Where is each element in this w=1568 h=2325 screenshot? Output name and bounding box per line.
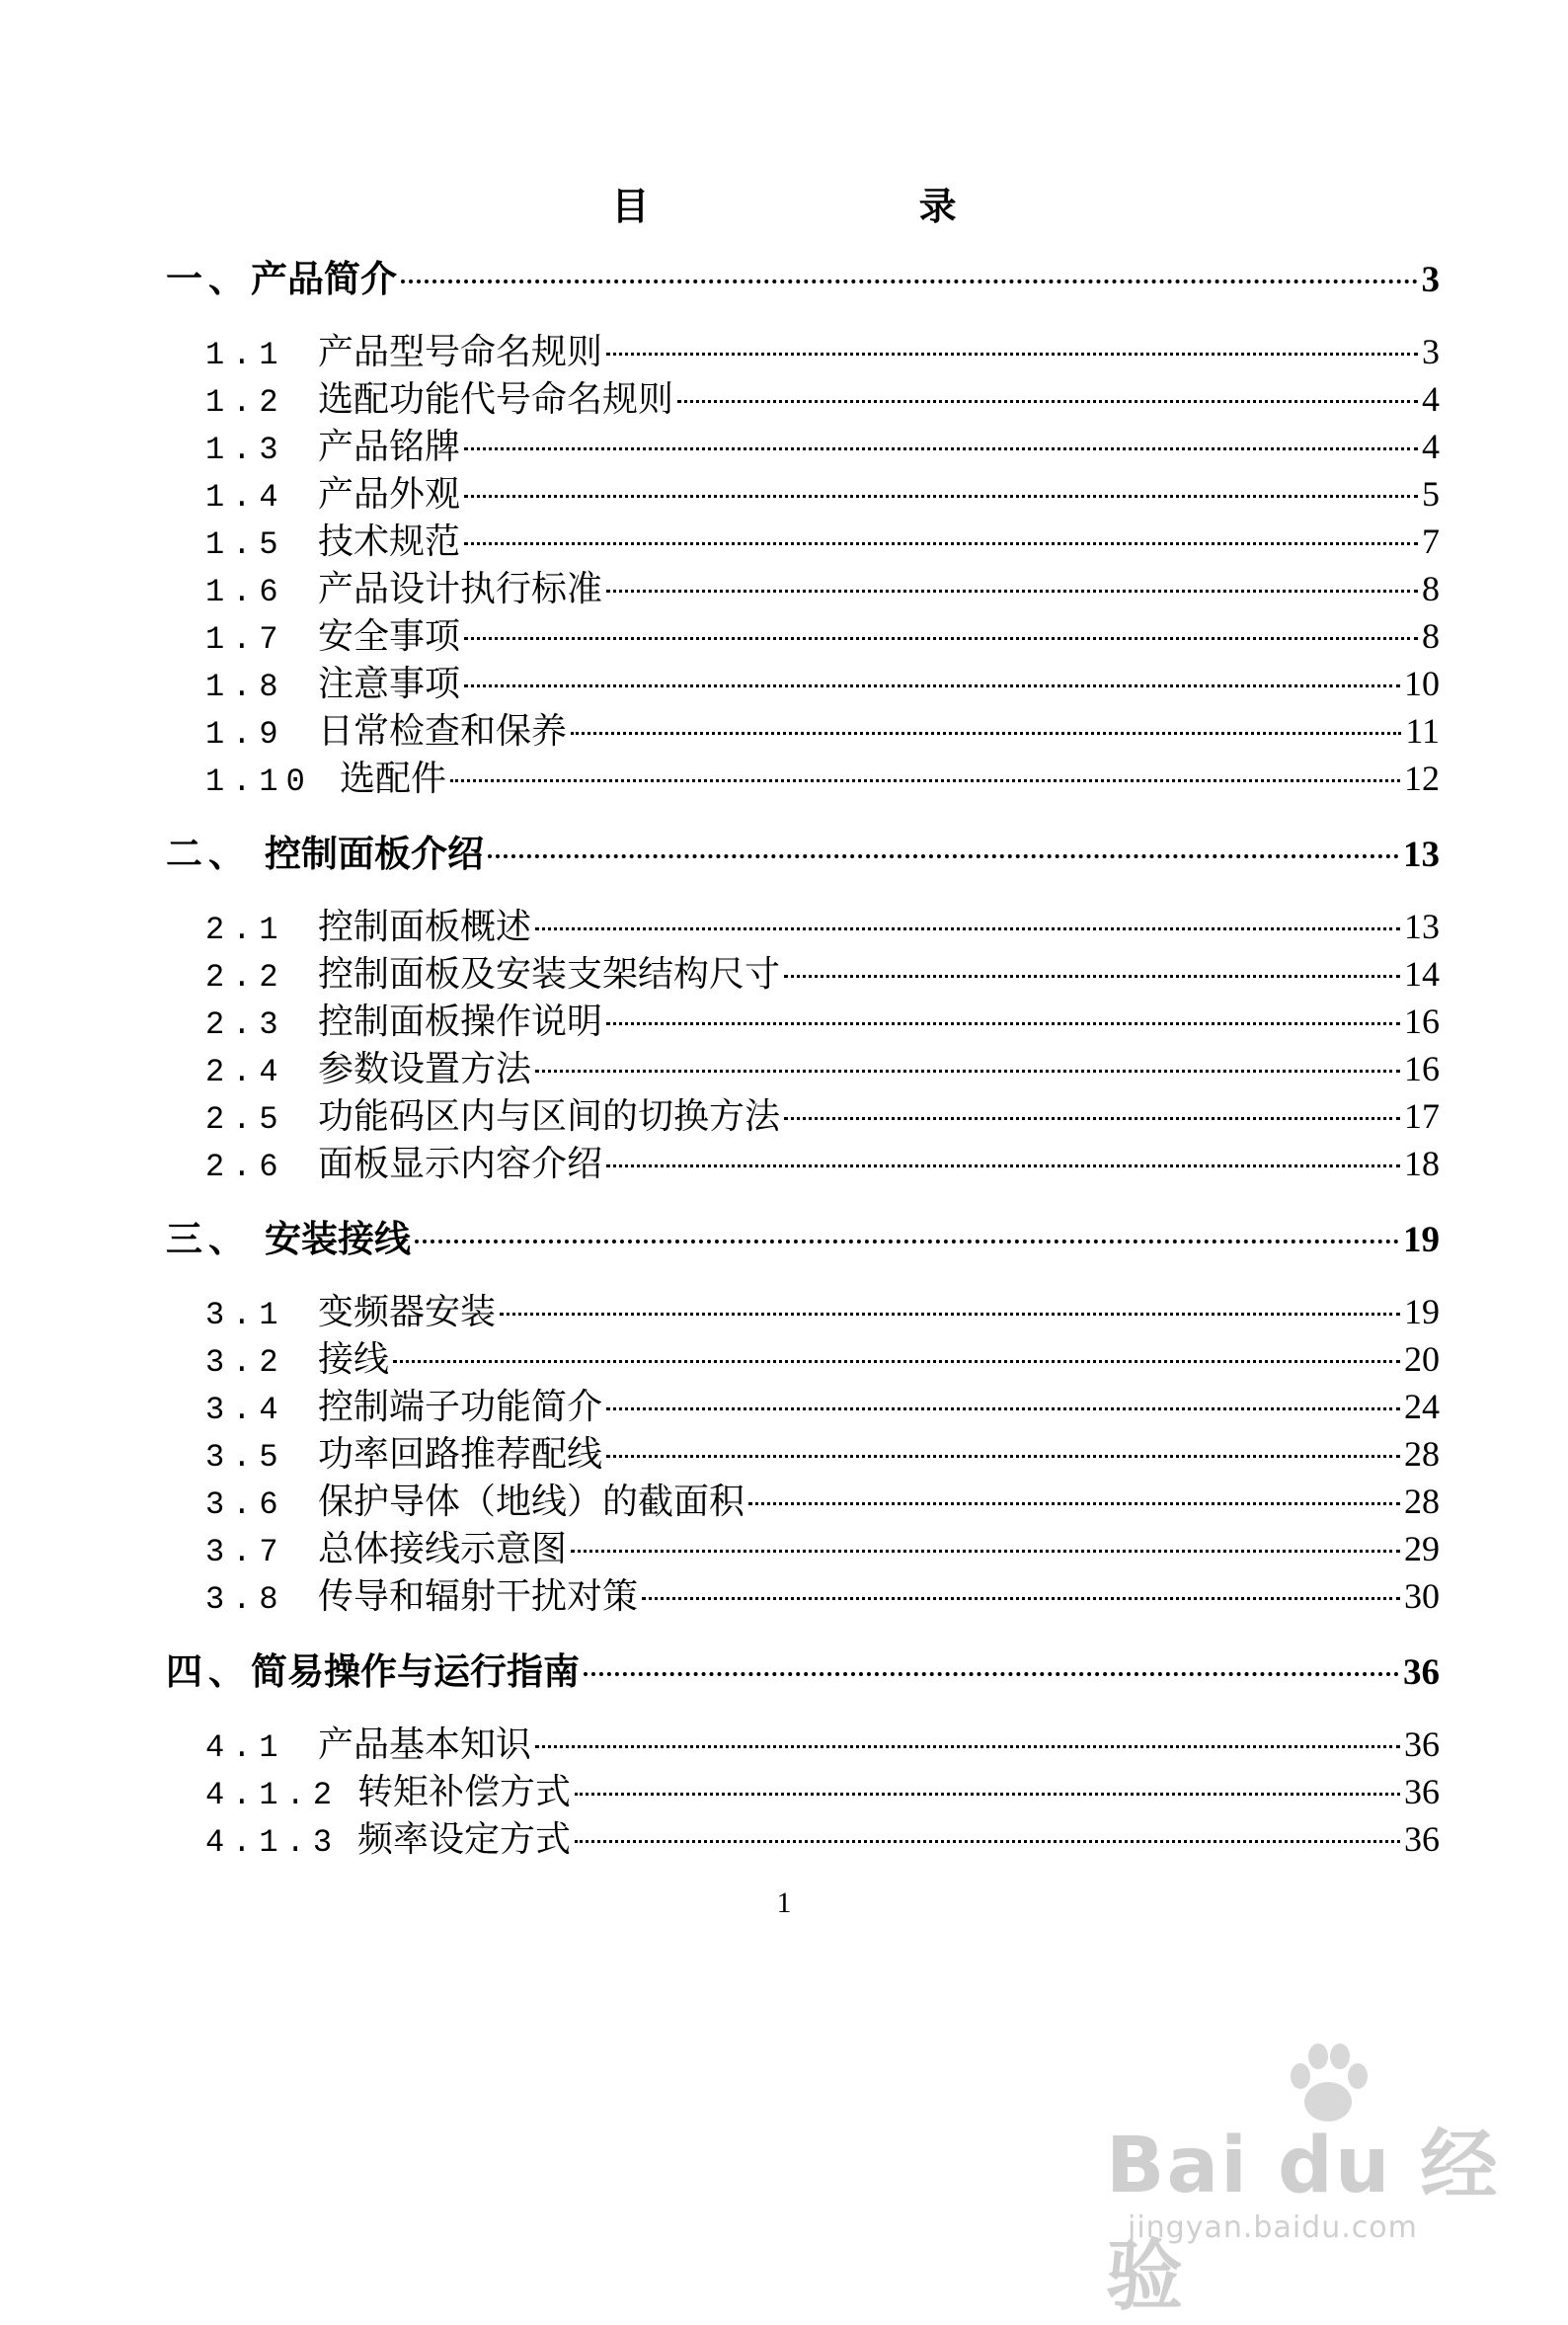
toc-page-number: 10 bbox=[1404, 664, 1440, 703]
dot-leader bbox=[606, 353, 1418, 356]
toc-entry-1-9[interactable] bbox=[205, 703, 1440, 754]
dot-leader bbox=[677, 400, 1418, 403]
toc-page-number: 14 bbox=[1404, 954, 1440, 994]
toc-entry-2-2[interactable] bbox=[205, 946, 1440, 997]
toc-entry-3-4[interactable] bbox=[205, 1379, 1440, 1429]
toc-section-label: 参数设置方法 bbox=[318, 1049, 532, 1089]
dot-leader bbox=[450, 779, 1400, 782]
toc-section-number: 1.2 bbox=[205, 384, 286, 421]
toc-page-number: 28 bbox=[1404, 1434, 1440, 1474]
toc-section-label: 产品铭牌 bbox=[318, 427, 461, 467]
toc-section-number: 2.6 bbox=[205, 1149, 286, 1185]
dot-leader bbox=[500, 1313, 1400, 1316]
toc-page-number: 24 bbox=[1404, 1387, 1440, 1426]
toc-section-label: 功率回路推荐配线 bbox=[318, 1434, 603, 1475]
dot-leader bbox=[393, 1360, 1400, 1363]
dot-leader bbox=[571, 732, 1401, 735]
toc-section-number: 2.2 bbox=[205, 959, 286, 996]
toc-entry-4-1-2[interactable] bbox=[205, 1764, 1440, 1814]
toc-entry-1-3[interactable] bbox=[205, 419, 1440, 469]
toc-entry-1-7[interactable] bbox=[205, 608, 1440, 659]
toc-section-number: 1.5 bbox=[205, 526, 286, 563]
toc-section-label: 保护导体（地线）的截面积 bbox=[318, 1482, 745, 1522]
toc-page-number: 36 bbox=[1404, 1819, 1440, 1859]
toc-section-label: 控制端子功能简介 bbox=[318, 1387, 603, 1427]
toc-chapter-2[interactable] bbox=[166, 824, 1440, 877]
toc-page-number: 36 bbox=[1404, 1772, 1440, 1811]
toc-section-number: 1.9 bbox=[205, 716, 286, 753]
toc-section-number: 1.1 bbox=[205, 337, 286, 373]
toc-section-label: 安全事项 bbox=[318, 616, 461, 657]
toc-section-number: 2.4 bbox=[205, 1054, 286, 1090]
toc-section-label: 面板显示内容介绍 bbox=[318, 1144, 603, 1184]
dot-leader bbox=[784, 975, 1400, 978]
toc-section-label: 产品基本知识 bbox=[318, 1724, 532, 1765]
dot-leader bbox=[606, 1407, 1400, 1410]
dot-leader bbox=[606, 590, 1418, 593]
toc-page-number: 11 bbox=[1405, 711, 1440, 751]
toc-section-label: 传导和辐射干扰对策 bbox=[318, 1576, 639, 1617]
toc-entry-2-3[interactable] bbox=[205, 994, 1440, 1044]
toc-section-label: 产品设计执行标准 bbox=[318, 569, 603, 609]
toc-section-label: 日常检查和保养 bbox=[318, 711, 568, 752]
toc-section-number: 1.10 bbox=[205, 763, 313, 800]
toc-page-number: 28 bbox=[1404, 1482, 1440, 1521]
toc-section-label: 技术规范 bbox=[318, 521, 461, 562]
toc-page-number: 12 bbox=[1404, 759, 1440, 798]
toc-section-label: 转矩补偿方式 bbox=[357, 1772, 572, 1812]
toc-section-number: 1.7 bbox=[205, 621, 286, 658]
toc-section-number: 3.5 bbox=[205, 1439, 286, 1476]
toc-entry-1-10[interactable] bbox=[205, 751, 1440, 801]
toc-entry-3-1[interactable] bbox=[205, 1284, 1440, 1334]
dot-leader bbox=[748, 1502, 1400, 1505]
toc-page-number: 29 bbox=[1404, 1529, 1440, 1568]
toc-section-number: 2.5 bbox=[205, 1101, 286, 1138]
dot-leader bbox=[401, 280, 1418, 283]
toc-entry-3-7[interactable] bbox=[205, 1521, 1440, 1571]
toc-page-number: 19 bbox=[1404, 1292, 1440, 1331]
toc-section-label: 控制面板概述 bbox=[318, 907, 532, 947]
dot-leader bbox=[606, 1164, 1400, 1167]
dot-leader bbox=[575, 1840, 1400, 1843]
toc-entry-4-1[interactable] bbox=[205, 1717, 1440, 1767]
dot-leader bbox=[535, 927, 1400, 930]
toc-page-number: 30 bbox=[1404, 1576, 1440, 1616]
toc-chapter-number: 四、 bbox=[166, 1650, 251, 1693]
page-number: 1 bbox=[776, 1886, 792, 1919]
toc-entry-3-6[interactable] bbox=[205, 1474, 1440, 1524]
toc-entry-2-6[interactable] bbox=[205, 1136, 1440, 1186]
dot-leader bbox=[575, 1793, 1400, 1796]
toc-page-number: 4 bbox=[1422, 427, 1440, 466]
watermark-logo: Bai du 经验 bbox=[1106, 2122, 1500, 2321]
toc-section-number: 4.1.3 bbox=[205, 1824, 341, 1861]
toc-section-number: 3.4 bbox=[205, 1392, 286, 1428]
toc-page-number: 3 bbox=[1422, 332, 1440, 371]
dot-leader bbox=[584, 1672, 1399, 1676]
toc-page-number: 36 bbox=[1403, 1652, 1440, 1693]
toc-page-number: 13 bbox=[1403, 835, 1440, 875]
watermark-url: jingyan.baidu.com bbox=[1128, 2210, 1418, 2245]
toc-section-label: 产品外观 bbox=[318, 474, 461, 515]
toc-section-label: 注意事项 bbox=[318, 664, 461, 704]
toc-section-number: 4.1 bbox=[205, 1729, 286, 1766]
toc-page-number: 17 bbox=[1404, 1096, 1440, 1136]
dot-leader bbox=[488, 854, 1399, 858]
toc-page-number: 18 bbox=[1404, 1144, 1440, 1183]
toc-section-number: 3.7 bbox=[205, 1534, 286, 1570]
toc-page-number: 8 bbox=[1422, 569, 1440, 608]
toc-section-label: 选配件 bbox=[340, 759, 447, 799]
toc-page-number: 4 bbox=[1422, 379, 1440, 419]
toc-entry-1-5[interactable] bbox=[205, 514, 1440, 564]
dot-leader bbox=[464, 684, 1400, 687]
toc-chapter-label: 简易操作与运行指南 bbox=[251, 1649, 580, 1693]
dot-leader bbox=[464, 542, 1418, 545]
toc-entry-1-8[interactable] bbox=[205, 656, 1440, 706]
baidu-jingyan-watermark bbox=[1106, 2035, 1521, 2321]
toc-chapter-4[interactable] bbox=[166, 1642, 1440, 1695]
toc-page-number: 3 bbox=[1421, 260, 1440, 300]
dot-leader bbox=[642, 1597, 1400, 1600]
toc-section-number: 3.6 bbox=[205, 1486, 286, 1523]
toc-page-number: 16 bbox=[1404, 1049, 1440, 1088]
dot-leader bbox=[464, 637, 1418, 640]
dot-leader bbox=[464, 447, 1418, 450]
dot-leader bbox=[606, 1022, 1400, 1025]
toc-section-number: 1.8 bbox=[205, 669, 286, 705]
toc-section-label: 功能码区内与区间的切换方法 bbox=[318, 1096, 781, 1137]
toc-section-number: 4.1.2 bbox=[205, 1777, 341, 1813]
toc-entry-4-1-3[interactable] bbox=[205, 1811, 1440, 1862]
dot-leader bbox=[535, 1745, 1400, 1748]
toc-section-number: 1.6 bbox=[205, 574, 286, 610]
dot-leader bbox=[415, 1240, 1399, 1243]
dot-leader bbox=[571, 1550, 1400, 1553]
dot-leader bbox=[535, 1070, 1400, 1073]
toc-section-label: 接线 bbox=[318, 1339, 390, 1380]
toc-entry-1-2[interactable] bbox=[205, 371, 1440, 422]
toc-page-number: 20 bbox=[1404, 1339, 1440, 1379]
toc-section-number: 2.3 bbox=[205, 1006, 286, 1043]
dot-leader bbox=[784, 1117, 1400, 1120]
toc-chapter-number: 二、 bbox=[166, 833, 251, 875]
toc-page-number: 7 bbox=[1422, 521, 1440, 561]
toc-section-label: 产品型号命名规则 bbox=[318, 332, 603, 372]
toc-section-number: 3.8 bbox=[205, 1581, 286, 1618]
dot-leader bbox=[606, 1455, 1400, 1458]
page-title: 目 录 bbox=[611, 184, 1085, 228]
toc-chapter-label: 安装接线 bbox=[265, 1217, 411, 1260]
toc-chapter-3[interactable] bbox=[166, 1209, 1440, 1262]
toc-entry-1-6[interactable] bbox=[205, 561, 1440, 611]
toc-section-label: 控制面板及安装支架结构尺寸 bbox=[318, 954, 781, 995]
toc-entry-2-1[interactable] bbox=[205, 899, 1440, 949]
toc-chapter-label: 控制面板介绍 bbox=[265, 832, 484, 875]
toc-section-label: 选配功能代号命名规则 bbox=[318, 379, 674, 420]
toc-page-number: 8 bbox=[1422, 616, 1440, 656]
toc-chapter-label: 产品简介 bbox=[251, 257, 397, 300]
toc-entry-2-5[interactable] bbox=[205, 1088, 1440, 1139]
toc-section-number: 1.3 bbox=[205, 432, 286, 468]
toc-entry-1-4[interactable] bbox=[205, 466, 1440, 517]
dot-leader bbox=[464, 495, 1418, 498]
toc-section-label: 控制面板操作说明 bbox=[318, 1002, 603, 1042]
toc-page-number: 36 bbox=[1404, 1724, 1440, 1764]
toc-entry-3-8[interactable] bbox=[205, 1568, 1440, 1619]
toc-page-number: 19 bbox=[1403, 1220, 1440, 1260]
toc-entry-1-1[interactable] bbox=[205, 324, 1440, 374]
toc-page-number: 5 bbox=[1422, 474, 1440, 514]
toc-section-label: 变频器安装 bbox=[318, 1292, 497, 1332]
toc-chapter-number: 一、 bbox=[166, 258, 251, 300]
toc-page-number: 13 bbox=[1404, 907, 1440, 946]
toc-section-number: 3.1 bbox=[205, 1297, 286, 1333]
toc-chapter-number: 三、 bbox=[166, 1218, 251, 1260]
toc-entry-3-2[interactable] bbox=[205, 1331, 1440, 1382]
toc-chapter-1[interactable] bbox=[166, 249, 1440, 302]
toc-section-number: 2.1 bbox=[205, 912, 286, 948]
toc-section-label: 频率设定方式 bbox=[357, 1819, 572, 1860]
toc-section-number: 3.2 bbox=[205, 1344, 286, 1381]
toc-page-number: 16 bbox=[1404, 1002, 1440, 1041]
toc-entry-3-5[interactable] bbox=[205, 1426, 1440, 1477]
toc-section-label: 总体接线示意图 bbox=[318, 1529, 568, 1569]
toc-section-number: 1.4 bbox=[205, 479, 286, 516]
toc-entry-2-4[interactable] bbox=[205, 1041, 1440, 1091]
